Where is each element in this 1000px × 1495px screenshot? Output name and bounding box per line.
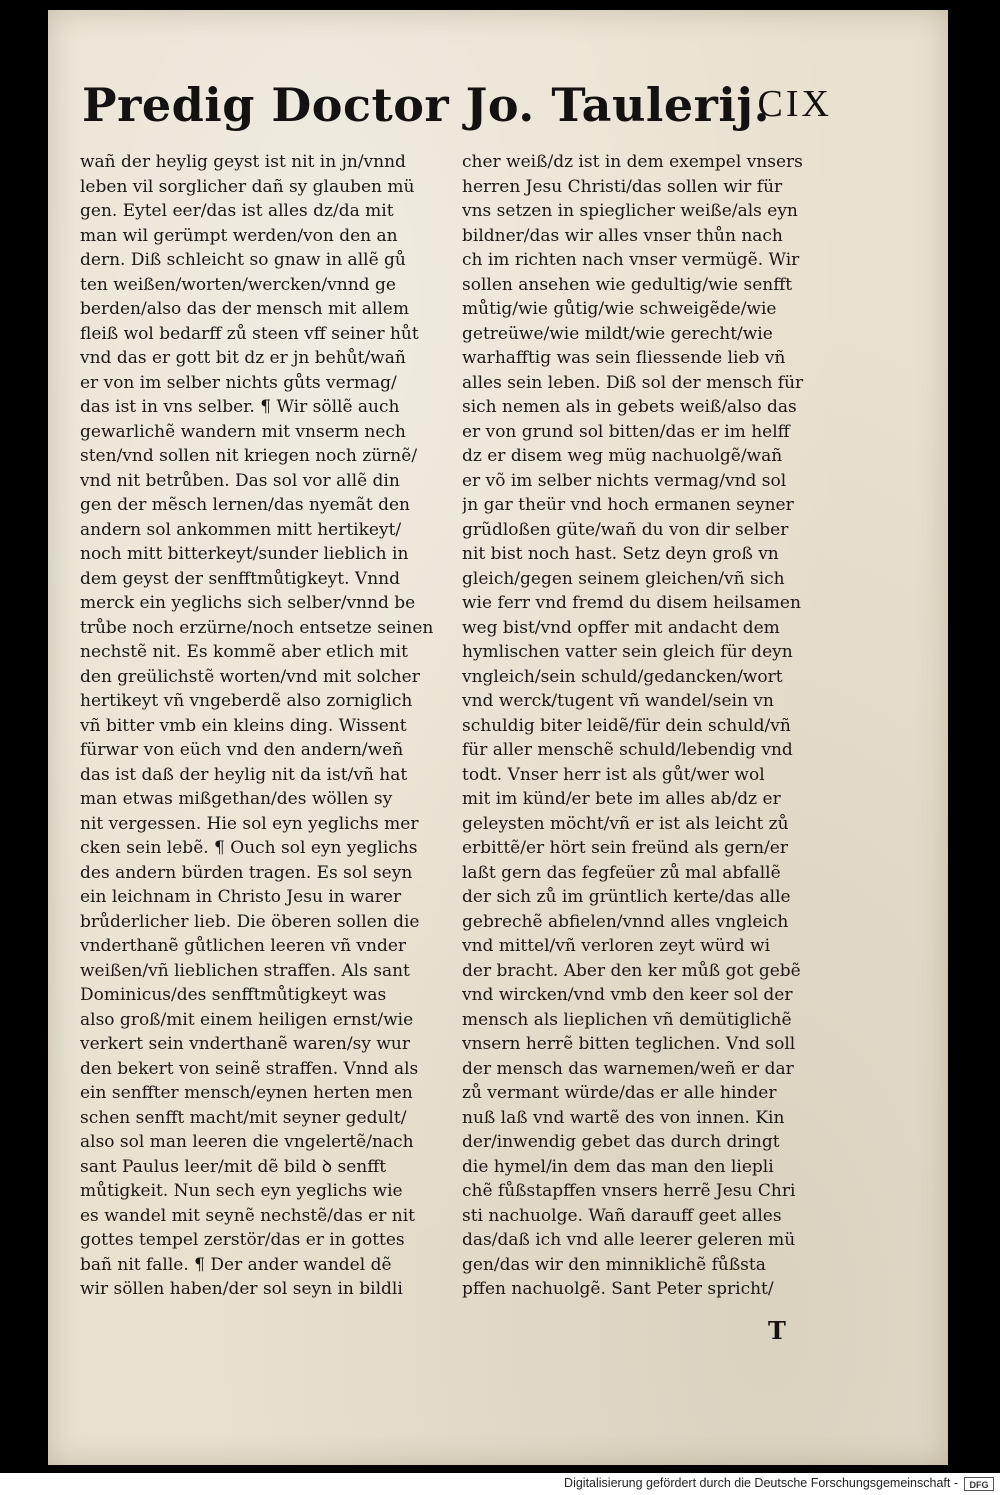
- text-line: erbittẽ/er hört sein freünd als gern/er: [462, 838, 788, 858]
- text-line: den greülichstẽ worten/vnd mit solcher: [80, 666, 420, 687]
- text-line: des andern bürden tragen. Es sol seyn: [80, 862, 413, 883]
- text-line: er võ im selber nichts vermag/vnd sol: [462, 470, 787, 491]
- text-line: gen/das wir den minniklichẽ fůßsta: [462, 1254, 766, 1275]
- running-head: Predig Doctor Jo. Taulerij.: [82, 78, 771, 132]
- text-line: ein senffter mensch/eynen herten men: [80, 1083, 413, 1103]
- text-line: vñ bitter vmb ein kleins ding. Wissent: [80, 715, 407, 736]
- text-line: vnd nit betrůben. Das sol vor allẽ din: [80, 470, 400, 491]
- text-line: vnd werck/tugent vñ wandel/sein vn: [462, 691, 774, 711]
- text-line: leben vil sorglicher dañ sy glauben mü: [80, 176, 415, 197]
- text-line: berden/also das der mensch mit allem: [80, 299, 409, 319]
- text-line: also groß/mit einem heiligen ernst/wie: [80, 1009, 414, 1030]
- text-line: vnsern herrẽ bitten teglichen. Vnd soll: [462, 1034, 796, 1054]
- footer-bar: [0, 1473, 1000, 1495]
- text-line: ch im richten nach vnser vermügẽ. Wir: [462, 250, 800, 270]
- text-line: mit im künd/er bete im alles ab/dz er: [462, 789, 781, 809]
- text-line: er von grund sol bitten/das er im helff: [462, 421, 790, 442]
- text-line: ten weißen/worten/wercken/vnnd ge: [80, 274, 396, 295]
- text-line: das ist in vns selber. ¶ Wir söllẽ auch: [80, 397, 400, 417]
- text-line: todt. Vnser herr ist als gůt/wer wol: [462, 764, 765, 785]
- text-line: man wil gerümpt werden/von den an: [80, 225, 398, 246]
- text-line: er von im selber nichts gůts vermag/: [80, 372, 397, 393]
- text-line: vns setzen in spieglicher weiße/als eyn: [462, 201, 798, 221]
- text-line: sti nachuolge. Wañ darauff geet alles: [462, 1205, 782, 1226]
- text-line: trůbe noch erzürne/noch entsetze seinen: [80, 617, 434, 638]
- text-line: verkert sein vnderthanẽ waren/sy wur: [80, 1034, 410, 1054]
- text-line: vnd mittel/vñ verloren zeyt würd wi: [462, 936, 771, 956]
- text-line: vngleich/sein schuld/gedancken/wort: [462, 666, 783, 687]
- text-line: hymlischen vatter sein gleich für deyn: [462, 642, 793, 662]
- text-line: man etwas mißgethan/des wöllen sy: [80, 789, 393, 809]
- text-line: gottes tempel zerstör/das er in gottes: [80, 1230, 405, 1250]
- dfg-logo: DFG: [964, 1477, 994, 1491]
- text-line: dem geyst der senfftmůtigkeyt. Vnnd: [80, 568, 400, 589]
- text-line: hertikeyt vñ vngeberdẽ also zorniglich: [80, 691, 413, 711]
- text-line: gleich/gegen seinem gleichen/vñ sich: [462, 568, 785, 589]
- text-line: wie ferr vnd fremd du disem heilsamen: [462, 593, 801, 613]
- text-line: gen. Eytel eer/das ist alles dz/da mit: [80, 201, 394, 221]
- text-line: warhafftig was sein fliessende lieb vñ: [462, 348, 786, 368]
- text-line: nuß laß vnd wartẽ des von innen. Kin: [462, 1107, 785, 1128]
- text-line: můtig/wie gůtig/wie schweigẽde/wie: [462, 299, 777, 319]
- text-line: noch mitt bitterkeyt/sunder lieblich in: [80, 544, 409, 564]
- text-line: der sich zů im grüntlich kerte/das alle: [462, 887, 791, 907]
- page-header: [82, 78, 832, 148]
- catchword: T: [768, 1316, 786, 1345]
- text-line: sant Paulus leer/mit dẽ bild ꝺ senfft: [80, 1156, 387, 1177]
- text-line: bañ nit falle. ¶ Der ander wandel dẽ: [80, 1254, 392, 1275]
- text-line: also sol man leeren die vngelertẽ/nach: [80, 1132, 414, 1152]
- text-line: nechstẽ nit. Es kommẽ aber etlich mit: [80, 642, 408, 662]
- text-line: wir söllen haben/der sol seyn in bildli: [80, 1279, 403, 1299]
- text-line: zů vermant würde/das er alle hinder: [462, 1083, 777, 1103]
- text-line: cken sein lebẽ. ¶ Ouch sol eyn yeglichs: [80, 838, 418, 858]
- text-line: pffen nachuolgẽ. Sant Peter spricht/: [462, 1279, 774, 1299]
- text-line: getreüwe/wie mildt/wie gerecht/wie: [462, 323, 773, 344]
- text-line: fleiß wol bedarff zů steen vff seiner hůt: [80, 323, 419, 344]
- text-line: weg bist/vnd opffer mit andacht dem: [462, 617, 780, 638]
- text-line: andern sol ankommen mitt hertikeyt/: [80, 519, 402, 540]
- text-line: sollen ansehen wie gedultig/wie senfft: [462, 274, 793, 295]
- text-line: gewarlichẽ wandern mit vnserm nech: [80, 421, 406, 442]
- text-line: die hymel/in dem das man den liepli: [462, 1156, 774, 1177]
- text-line: dz er disem weg müg nachuolgẽ/wañ: [462, 446, 783, 466]
- text-line: cher weiß/dz ist in dem exempel vnsers: [462, 152, 803, 172]
- text-line: für aller menschẽ schuld/lebendig vnd: [462, 740, 793, 760]
- text-line: sten/vnd sollen nit kriegen noch zürnẽ/: [80, 446, 418, 466]
- text-line: das/daß ich vnd alle leerer geleren mü: [462, 1230, 796, 1250]
- text-line: dern. Diß schleicht so gnaw in allẽ gů: [80, 250, 406, 270]
- folio-number: CIX: [757, 83, 832, 125]
- right-text-column: [462, 150, 834, 1302]
- text-line: der/inwendig gebet das durch dringt: [462, 1132, 780, 1152]
- text-line: gen der mẽsch lernen/das nyemãt den: [80, 495, 410, 515]
- text-line: vnderthanẽ gůtlichen leeren vñ vnder: [80, 936, 407, 956]
- text-line: fürwar von eüch vnd den andern/weñ: [80, 740, 404, 760]
- text-line: vnd das er gott bit dz er jn behůt/wañ: [80, 348, 406, 368]
- text-line: der bracht. Aber den ker můß got gebẽ: [462, 960, 801, 981]
- text-line: laßt gern das fegfeüer zů mal abfallẽ: [462, 862, 781, 883]
- text-line: brůderlicher lieb. Die öberen sollen die: [80, 911, 420, 932]
- text-line: grũdloßen güte/wañ du von dir selber: [462, 519, 789, 540]
- text-line: schuldig biter leidẽ/für dein schuld/vñ: [462, 715, 791, 736]
- footer-credit: Digitalisierung gefördert durch die Deutsche Forschungsgemeinschaft -: [564, 1476, 958, 1490]
- text-line: merck ein yeglichs sich selber/vnnd be: [80, 593, 416, 613]
- text-line: geleysten möcht/vñ er ist als leicht zů: [462, 813, 789, 834]
- text-line: der mensch das warnemen/weñ er dar: [462, 1058, 794, 1079]
- text-line: wañ der heylig geyst ist nit in jn/vnnd: [80, 152, 406, 172]
- text-line: ein leichnam in Christo Jesu in warer: [80, 887, 402, 907]
- text-line: nit vergessen. Hie sol eyn yeglichs mer: [80, 813, 419, 834]
- text-line: jn gar theür vnd hoch ermanen seyner: [462, 495, 794, 515]
- text-line: nit bist noch hast. Setz deyn groß vn: [462, 544, 779, 564]
- text-line: Dominicus/des senfftmůtigkeyt was: [80, 985, 387, 1005]
- text-line: weißen/vñ lieblichen straffen. Als sant: [80, 960, 410, 981]
- text-line: můtigkeit. Nun sech eyn yeglichs wie: [80, 1181, 403, 1201]
- text-line: vnd wircken/vnd vmb den keer sol der: [462, 985, 793, 1005]
- left-text-column: [80, 150, 452, 1302]
- text-line: den bekert von seinẽ straffen. Vnnd als: [80, 1058, 419, 1079]
- text-line: bildner/das wir alles vnser thůn nach: [462, 225, 783, 246]
- text-line: schen senfft macht/mit seyner gedult/: [80, 1107, 407, 1128]
- text-line: herren Jesu Christi/das sollen wir für: [462, 176, 783, 197]
- text-line: alles sein leben. Diß sol der mensch für: [462, 372, 804, 393]
- text-line: das ist daß der heylig nit da ist/vñ hat: [80, 764, 408, 785]
- text-line: sich nemen als in gebets weiß/also das: [462, 397, 797, 417]
- text-line: mensch als lieplichen vñ demütiglichẽ: [462, 1009, 792, 1030]
- text-line: es wandel mit seynẽ nechstẽ/das er nit: [80, 1205, 415, 1226]
- text-line: chẽ fůßstapffen vnsers herrẽ Jesu Chri: [462, 1181, 796, 1201]
- text-line: gebrechẽ abfielen/vnnd alles vngleich: [462, 911, 789, 932]
